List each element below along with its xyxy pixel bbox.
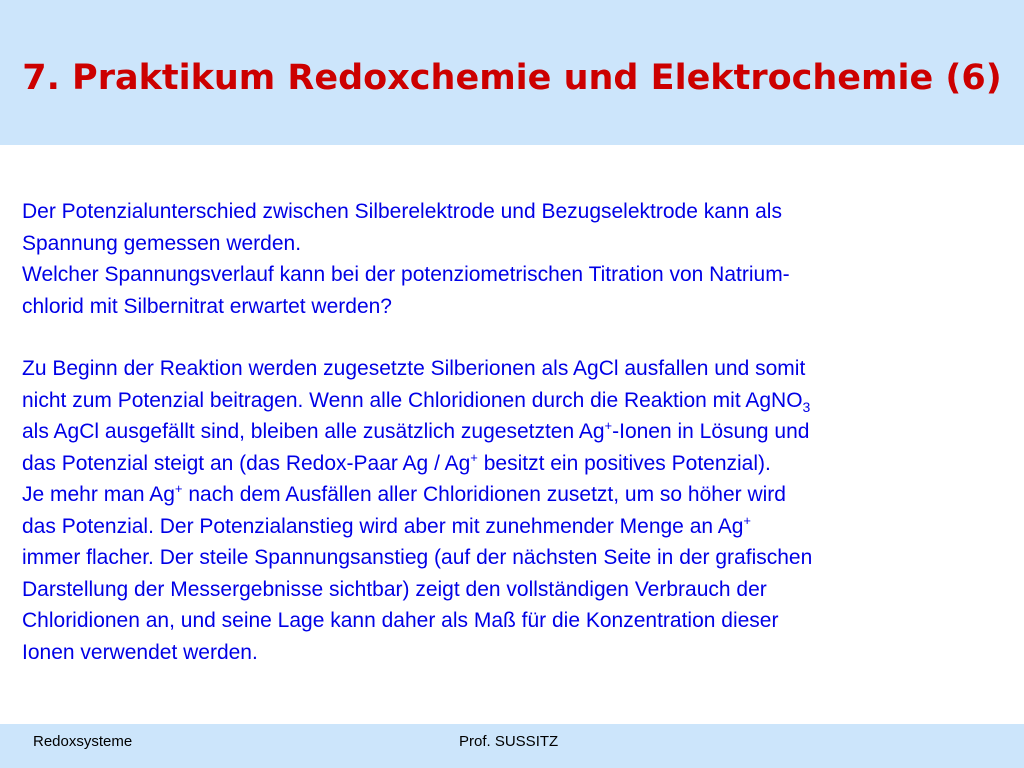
answer-line: nach dem Ausfällen aller Chloridionen zusetzt, um so höher wird bbox=[182, 483, 786, 506]
superscript: + bbox=[470, 449, 478, 465]
question-line: chlorid mit Silbernitrat erwartet werden? bbox=[22, 294, 392, 318]
answer-line: Je mehr man Ag bbox=[22, 483, 175, 506]
answer-line: Chloridionen an, und seine Lage kann daher als Maß für die Konzentration dieser bbox=[22, 609, 779, 632]
answer-line: besitzt ein positives Potenzial). bbox=[477, 451, 771, 475]
footer-band bbox=[0, 724, 1024, 768]
superscript: + bbox=[743, 512, 752, 528]
header-band bbox=[0, 0, 1024, 145]
question-line: Der Potenzialunterschied zwischen Silberelektrode und Bezugselektrode kann als bbox=[22, 200, 782, 223]
superscript: + bbox=[174, 481, 183, 496]
question-line: Spannung gemessen werden. bbox=[22, 231, 302, 255]
superscript: + bbox=[604, 418, 613, 433]
answer-paragraph bbox=[22, 353, 997, 668]
footer-topic: Redoxsysteme bbox=[33, 733, 133, 750]
question-paragraph bbox=[22, 196, 997, 322]
footer-author: Prof. SUSSITZ bbox=[459, 733, 559, 750]
question-line: Welcher Spannungsverlauf kann bei der potenziometrischen Titration von Natrium- bbox=[22, 263, 790, 286]
subscript: 3 bbox=[802, 398, 811, 415]
answer-line: das Potenzial. Der Potenzialanstieg wird aber mit zunehmender Menge an Ag bbox=[22, 514, 744, 538]
answer-line: Ionen verwendet werden. bbox=[22, 640, 258, 664]
slide-title: 7. Praktikum Redoxchemie und Elektrochemie (6) bbox=[22, 58, 1002, 98]
answer-line: nicht zum Potenzial beitragen. Wenn alle Chloridionen durch die Reaktion mit AgNO bbox=[22, 388, 803, 412]
answer-line: Darstellung der Messergebnisse sichtbar) zeigt den vollständigen Verbrauch der bbox=[22, 577, 767, 601]
answer-line: das Potenzial steigt an (das Redox-Paar Ag / Ag bbox=[22, 451, 471, 475]
slide-body bbox=[22, 196, 997, 668]
answer-line: -Ionen in Lösung und bbox=[612, 420, 810, 443]
paragraph-spacer bbox=[22, 322, 997, 353]
answer-line: als AgCl ausgefällt sind, bleiben alle zusätzlich zugesetzten Ag bbox=[22, 420, 605, 443]
answer-line: immer flacher. Der steile Spannungsanstieg (auf der nächsten Seite in der grafischen bbox=[22, 546, 813, 569]
answer-line: Zu Beginn der Reaktion werden zugesetzte Silberionen als AgCl ausfallen und somit bbox=[22, 357, 806, 380]
